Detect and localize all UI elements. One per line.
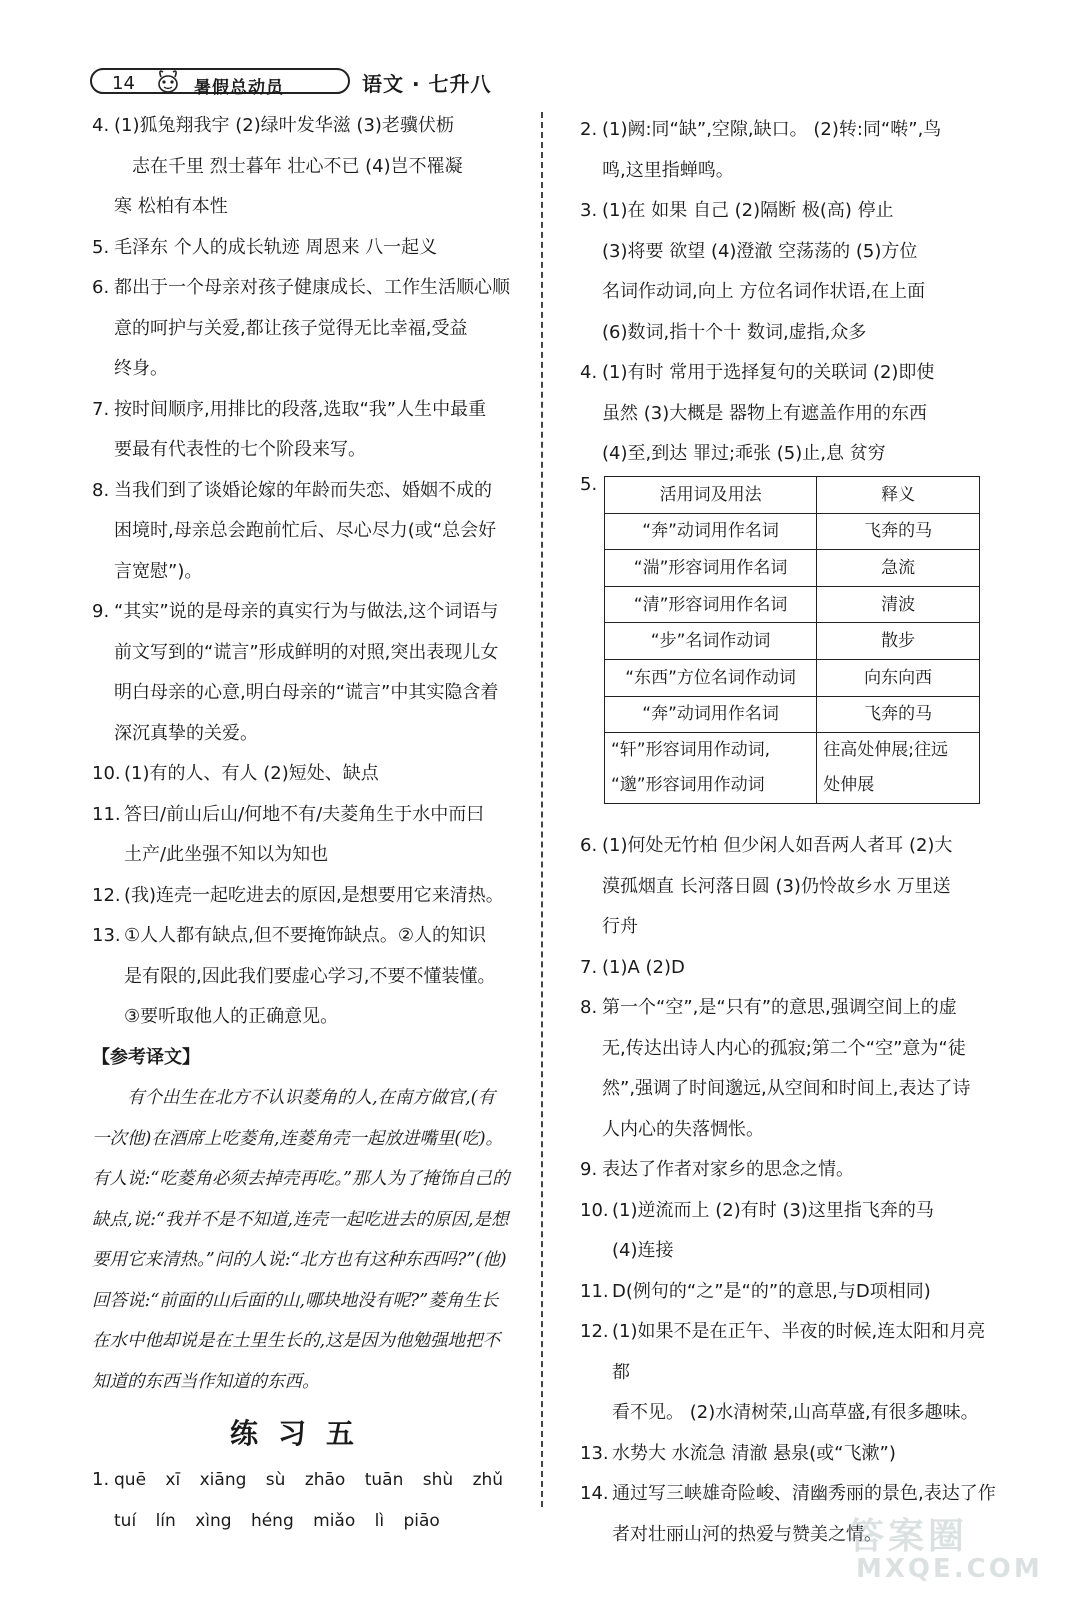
answer-line: 寒 松柏有本性	[114, 196, 228, 217]
answer-line: 要最有代表性的七个阶段来写。	[114, 439, 366, 460]
answer-line: 志在千里 烈士暮年 壮心不已 (4)岂不罹凝	[132, 155, 463, 177]
answer-line: 都出于一个母亲对孩子健康成长、工作生活顺心顺	[114, 277, 510, 298]
answer-line: (1)如果不是在正午、半夜的时候,连太阳和月亮都	[612, 1321, 986, 1383]
table-row	[605, 623, 980, 660]
answer-line: 表达了作者对家乡的思念之情。	[602, 1159, 854, 1180]
cell-line: “邈”形容词用作动词	[611, 775, 765, 796]
answer-line: 然”,强调了时间邈远,从空间和时间上,表达了诗	[602, 1078, 971, 1099]
column-divider	[541, 112, 543, 1507]
item-number: 8.	[580, 997, 598, 1018]
answer-item	[580, 110, 1000, 191]
answer-line: 土产/此坐强不知以为知也	[124, 844, 329, 865]
answer-item	[580, 353, 1000, 475]
answer-line: (我)连壳一起吃进去的原因,是想要用它来清热。	[124, 884, 504, 906]
answer-line: (4)连接	[612, 1240, 674, 1261]
answer-line: (1)逆流而上 (2)有时 (3)这里指飞奔的马	[612, 1199, 934, 1221]
table-header: 释义	[817, 477, 980, 514]
item-number: 12.	[92, 884, 121, 906]
answer-item	[92, 876, 512, 917]
answer-line: (1)何处无竹柏 但少闲人如吾两人者耳 (2)大	[602, 835, 953, 856]
cell-line: “轩”形容词用作动词,	[611, 740, 771, 761]
answer-item	[92, 592, 512, 754]
answer-line: 深沉真挚的关爱。	[114, 722, 258, 744]
item-number: 1.	[92, 1469, 110, 1490]
answer-line: (4)至,到达 罪过;乖张 (5)止,息 贫穷	[602, 443, 886, 464]
answer-line: 前文写到的“谎言”形成鲜明的对照,突出表现儿女	[114, 641, 499, 663]
answer-item	[580, 1272, 1000, 1313]
answer-line: 答曰/前山后山/何地不有/夫菱角生于水中而曰	[124, 803, 485, 825]
table-cell: 清波	[817, 586, 980, 623]
answer-line: 鸣,这里指蝉鸣。	[602, 159, 734, 181]
table-cell: “清”形容词用作名词	[605, 586, 817, 623]
answer-line: 意的呵护与关爱,都让孩子觉得无比幸福,受益	[114, 317, 468, 339]
table-header-row	[605, 477, 980, 514]
answer-item	[580, 1191, 1000, 1272]
table-row	[605, 733, 980, 804]
answer-item	[92, 1460, 512, 1541]
item-number: 9.	[580, 1159, 598, 1180]
answer-line: 终身。	[114, 358, 168, 379]
answer-item	[92, 390, 512, 471]
item-number: 12.	[580, 1321, 609, 1342]
item-number: 6.	[580, 835, 598, 856]
answer-item	[580, 191, 1000, 353]
table-row	[605, 696, 980, 733]
item-number: 7.	[580, 956, 598, 978]
answer-item	[92, 471, 512, 593]
left-column	[92, 106, 512, 1541]
watermark-url: MXQE.COM	[856, 1554, 1043, 1584]
table-cell	[817, 733, 980, 804]
answer-line: 漠孤烟直 长河落日圆 (3)仍怜故乡水 万里送	[602, 875, 951, 897]
reference-translation-paragraph: 有个出生在北方不认识菱角的人,在南方做官,(有一次他)在酒席上吃菱角,连菱角壳一起放进嘴里(吃)。有人说:“吃菱角必须去掉壳再吃。”那人为了掩饰自己的缺点,说:“我并不是不知道,连壳一起吃进去的原因,是想要用它来清热。”问的人说:“北方也有这种东西吗?”(他)回答说:“前面的山后面的山,哪块地没有呢?”菱角生长在水中他却说是在土里生长的,这是因为他勉强地把不知道的东西当作知道的东西。	[92, 1088, 510, 1392]
answer-line: 看不见。 (2)水清树荣,山高草盛,有很多趣味。	[612, 1402, 979, 1423]
answer-line: 人内心的失落惆怅。	[602, 1118, 764, 1140]
answer-line: 名词作动词,向上 方位名词作状语,在上面	[602, 281, 926, 302]
table-cell: “湍”形容词用作名词	[605, 550, 817, 587]
answer-line: 者对壮丽山河的热爱与赞美之情。	[612, 1523, 882, 1545]
table-header: 活用词及用法	[605, 477, 817, 514]
subject-title: 语文 · 七升八	[362, 72, 492, 96]
answer-line: 虽然 (3)大概是 器物上有遮盖作用的东西	[602, 402, 927, 424]
table-cell	[605, 733, 817, 804]
answer-item	[580, 1150, 1000, 1191]
site-watermark	[848, 1508, 1044, 1588]
answer-line: (1)有时 常用于选择复句的关联词 (2)即使	[602, 362, 935, 383]
answer-item	[92, 268, 512, 390]
reference-translation-heading: 【参考译文】	[92, 1046, 200, 1068]
section-title: 练习五	[229, 1417, 374, 1450]
table-cell: 飞奔的马	[817, 513, 980, 550]
item-number: 10.	[580, 1199, 609, 1221]
answer-line: (6)数词,指十个十 数词,虚指,众多	[602, 321, 867, 343]
right-column-lower	[580, 826, 1000, 1555]
right-column	[580, 110, 1000, 475]
answer-line: “其实”说的是母亲的真实行为与做法,这个词语与	[114, 601, 499, 622]
table-cell: 散步	[817, 623, 980, 660]
cell-line: 往高处伸展;往远	[823, 740, 948, 761]
table-cell: 飞奔的马	[817, 696, 980, 733]
table-cell: “奔”动词用作名词	[605, 513, 817, 550]
pinyin-line: tuí lín xìng héng miǎo lì piāo	[114, 1510, 440, 1531]
item-number: 10.	[92, 763, 121, 784]
answer-line: 水势大 水流急 清澈 悬泉(或“飞漱”)	[612, 1442, 896, 1464]
answer-line: 通过写三峡雄奇险峻、清幽秀丽的景色,表达了作	[612, 1483, 996, 1504]
answer-line: 行舟	[602, 916, 638, 937]
item-number: 5.	[580, 474, 598, 495]
table-row	[605, 586, 980, 623]
answer-item	[580, 1312, 1000, 1434]
answer-item	[92, 754, 512, 795]
item-number: 5.	[92, 236, 110, 258]
header-badge	[90, 68, 350, 98]
answer-line: ①人人都有缺点,但不要掩饰缺点。②人的知识	[124, 925, 486, 946]
item-number: 9.	[92, 601, 110, 622]
table-row	[605, 550, 980, 587]
table-cell: 急流	[817, 550, 980, 587]
answer-item	[92, 228, 512, 269]
item-number: 2.	[580, 119, 598, 140]
item-number: 14.	[580, 1483, 609, 1504]
answer-line: 无,传达出诗人内心的孤寂;第二个“空”意为“徒	[602, 1037, 966, 1059]
answer-item	[580, 826, 1000, 948]
item-number: 13.	[92, 925, 121, 946]
answer-line: (1)有的人、有人 (2)短处、缺点	[124, 763, 379, 784]
table-cell: “东西”方位名词作动词	[605, 659, 817, 696]
table-row	[605, 513, 980, 550]
answer-line: 困境时,母亲总会跑前忙后、尽心尽力(或“总会好	[114, 520, 497, 541]
answer-item	[92, 916, 512, 1038]
answer-line: (1)A (2)D	[602, 956, 685, 978]
table-cell: “步”名词作动词	[605, 623, 817, 660]
answer-line: 第一个“空”,是“只有”的意思,强调空间上的虚	[602, 997, 957, 1018]
page-number: 14	[112, 73, 135, 94]
answer-item	[580, 948, 1000, 989]
table-cell: 向东向西	[817, 659, 980, 696]
pinyin-line: quē xī xiāng sù zhāo tuān shù zhǔ	[114, 1470, 504, 1490]
answer-line: (1)阙:同“缺”,空隙,缺口。 (2)转:同“啭”,鸟	[602, 119, 942, 140]
cell-line: 处伸展	[823, 775, 875, 796]
answer-line: ③要听取他人的正确意见。	[124, 1006, 339, 1027]
book-name: 暑假总动员	[194, 78, 284, 98]
answer-line: 毛泽东 个人的成长轨迹 周恩来 八一起义	[114, 236, 438, 258]
answer-line: (1)在 如果 自己 (2)隔断 极(高) 停止	[602, 200, 894, 221]
answer-line: 是有限的,因此我们要虚心学习,不要不懂装懂。	[124, 965, 496, 987]
item-number: 3.	[580, 200, 598, 221]
answer-line: 当我们到了谈婚论嫁的年龄而失恋、婚姻不成的	[114, 479, 492, 501]
watermark-logo-text: 答案圈	[848, 1516, 969, 1557]
answer-line: 按时间顺序,用排比的段落,选取“我”人生中最重	[114, 398, 487, 420]
answer-line: 明白母亲的心意,明白母亲的“谎言”中其实隐含着	[114, 682, 499, 703]
item-number: 4.	[580, 362, 598, 383]
answer-item	[92, 106, 512, 228]
table-cell: “奔”动词用作名词	[605, 696, 817, 733]
usage-table	[604, 476, 980, 804]
answer-line: (1)狐兔翔我宇 (2)绿叶发华滋 (3)老骥伏枥	[114, 115, 454, 136]
item-number: 11.	[92, 803, 121, 825]
item-number: 4.	[92, 115, 110, 136]
item-number: 13.	[580, 1442, 609, 1464]
answer-item	[580, 1434, 1000, 1475]
answer-line: D(例句的“之”是“的”的意思,与D项相同)	[612, 1280, 931, 1302]
cartoon-mascot-icon	[152, 64, 184, 96]
answer-item	[580, 988, 1000, 1150]
item-number: 8.	[92, 479, 110, 501]
item-number: 7.	[92, 398, 110, 420]
answer-line: 言宽慰”)。	[114, 560, 203, 582]
answer-item	[92, 795, 512, 876]
page-header	[90, 68, 492, 98]
answer-line: (3)将要 欲望 (4)澄澈 空荡荡的 (5)方位	[602, 240, 918, 262]
item-number: 6.	[92, 277, 110, 298]
item-number: 11.	[580, 1280, 609, 1302]
table-row	[605, 659, 980, 696]
